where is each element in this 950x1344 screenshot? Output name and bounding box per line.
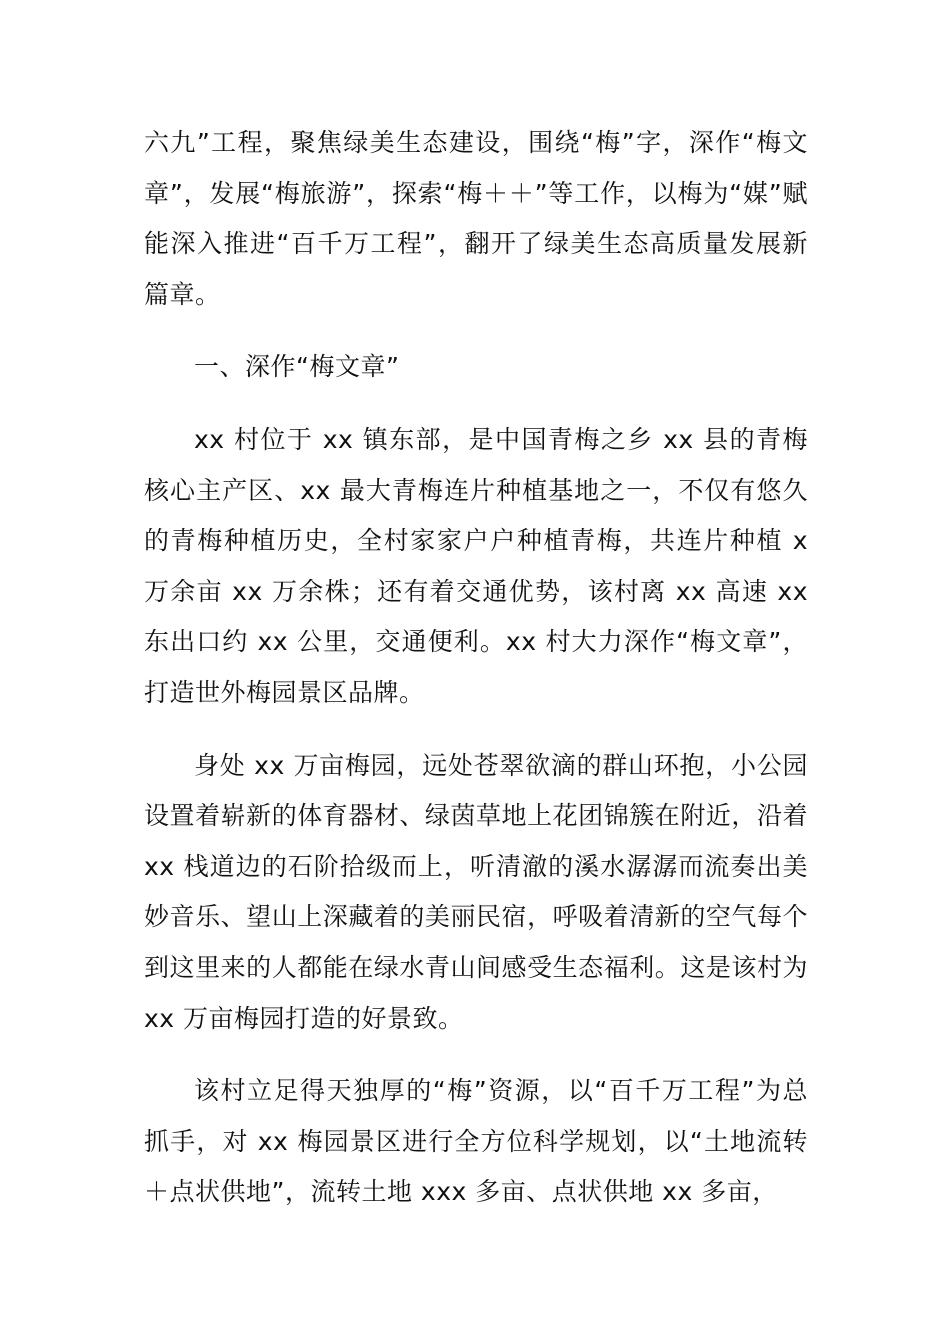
paragraph-intro-continued: 六九”工程，聚焦绿美生态建设，围绕“梅”字，深作“梅文章”，发展“梅旅游”，探索“梅＋＋”等工作，以梅为“媒”赋能深入推进“百千万工程”，翻开了绿美生态高质量发展新篇章。 bbox=[144, 128, 808, 309]
document-body bbox=[144, 118, 808, 1240]
section-heading: 一、深作“梅文章” bbox=[194, 352, 400, 382]
paragraph-village-overview: xx 村位于 xx 镇东部，是中国青梅之乡 xx 县的青梅核心主产区、xx 最大青梅连片种植基地之一，不仅有悠久的青梅种植历史，全村家家户户种植青梅，共连片种植 x 万余亩 xx 万余株；还有着交通优势，该村离 xx 高速 xx 东出口约 xx 公里，交通便利。xx 村大力深作“梅文章”，打造世外梅园景区品牌。 bbox=[144, 424, 808, 707]
paragraph-scenery: 身处 xx 万亩梅园，远处苍翠欲滴的群山环抱，小公园设置着崭新的体育器材、绿茵草地上花团锦簇在附近，沿着 xx 栈道边的石阶拾级而上，听清澈的溪水潺潺而流奏出美妙音乐、望山上深藏着的美丽民宿，呼吸着清新的空气每个到这里来的人都能在绿水青山间感受生态福利。这是该村为 xx 万亩梅园打造的好景致。 bbox=[144, 750, 808, 1033]
paragraph-planning: 该村立足得天独厚的“梅”资源，以“百千万工程”为总抓手，对 xx 梅园景区进行全方位科学规划，以“土地流转＋点状供地”，流转土地 xxx 多亩、点状供地 xx 多亩， bbox=[144, 1076, 808, 1207]
